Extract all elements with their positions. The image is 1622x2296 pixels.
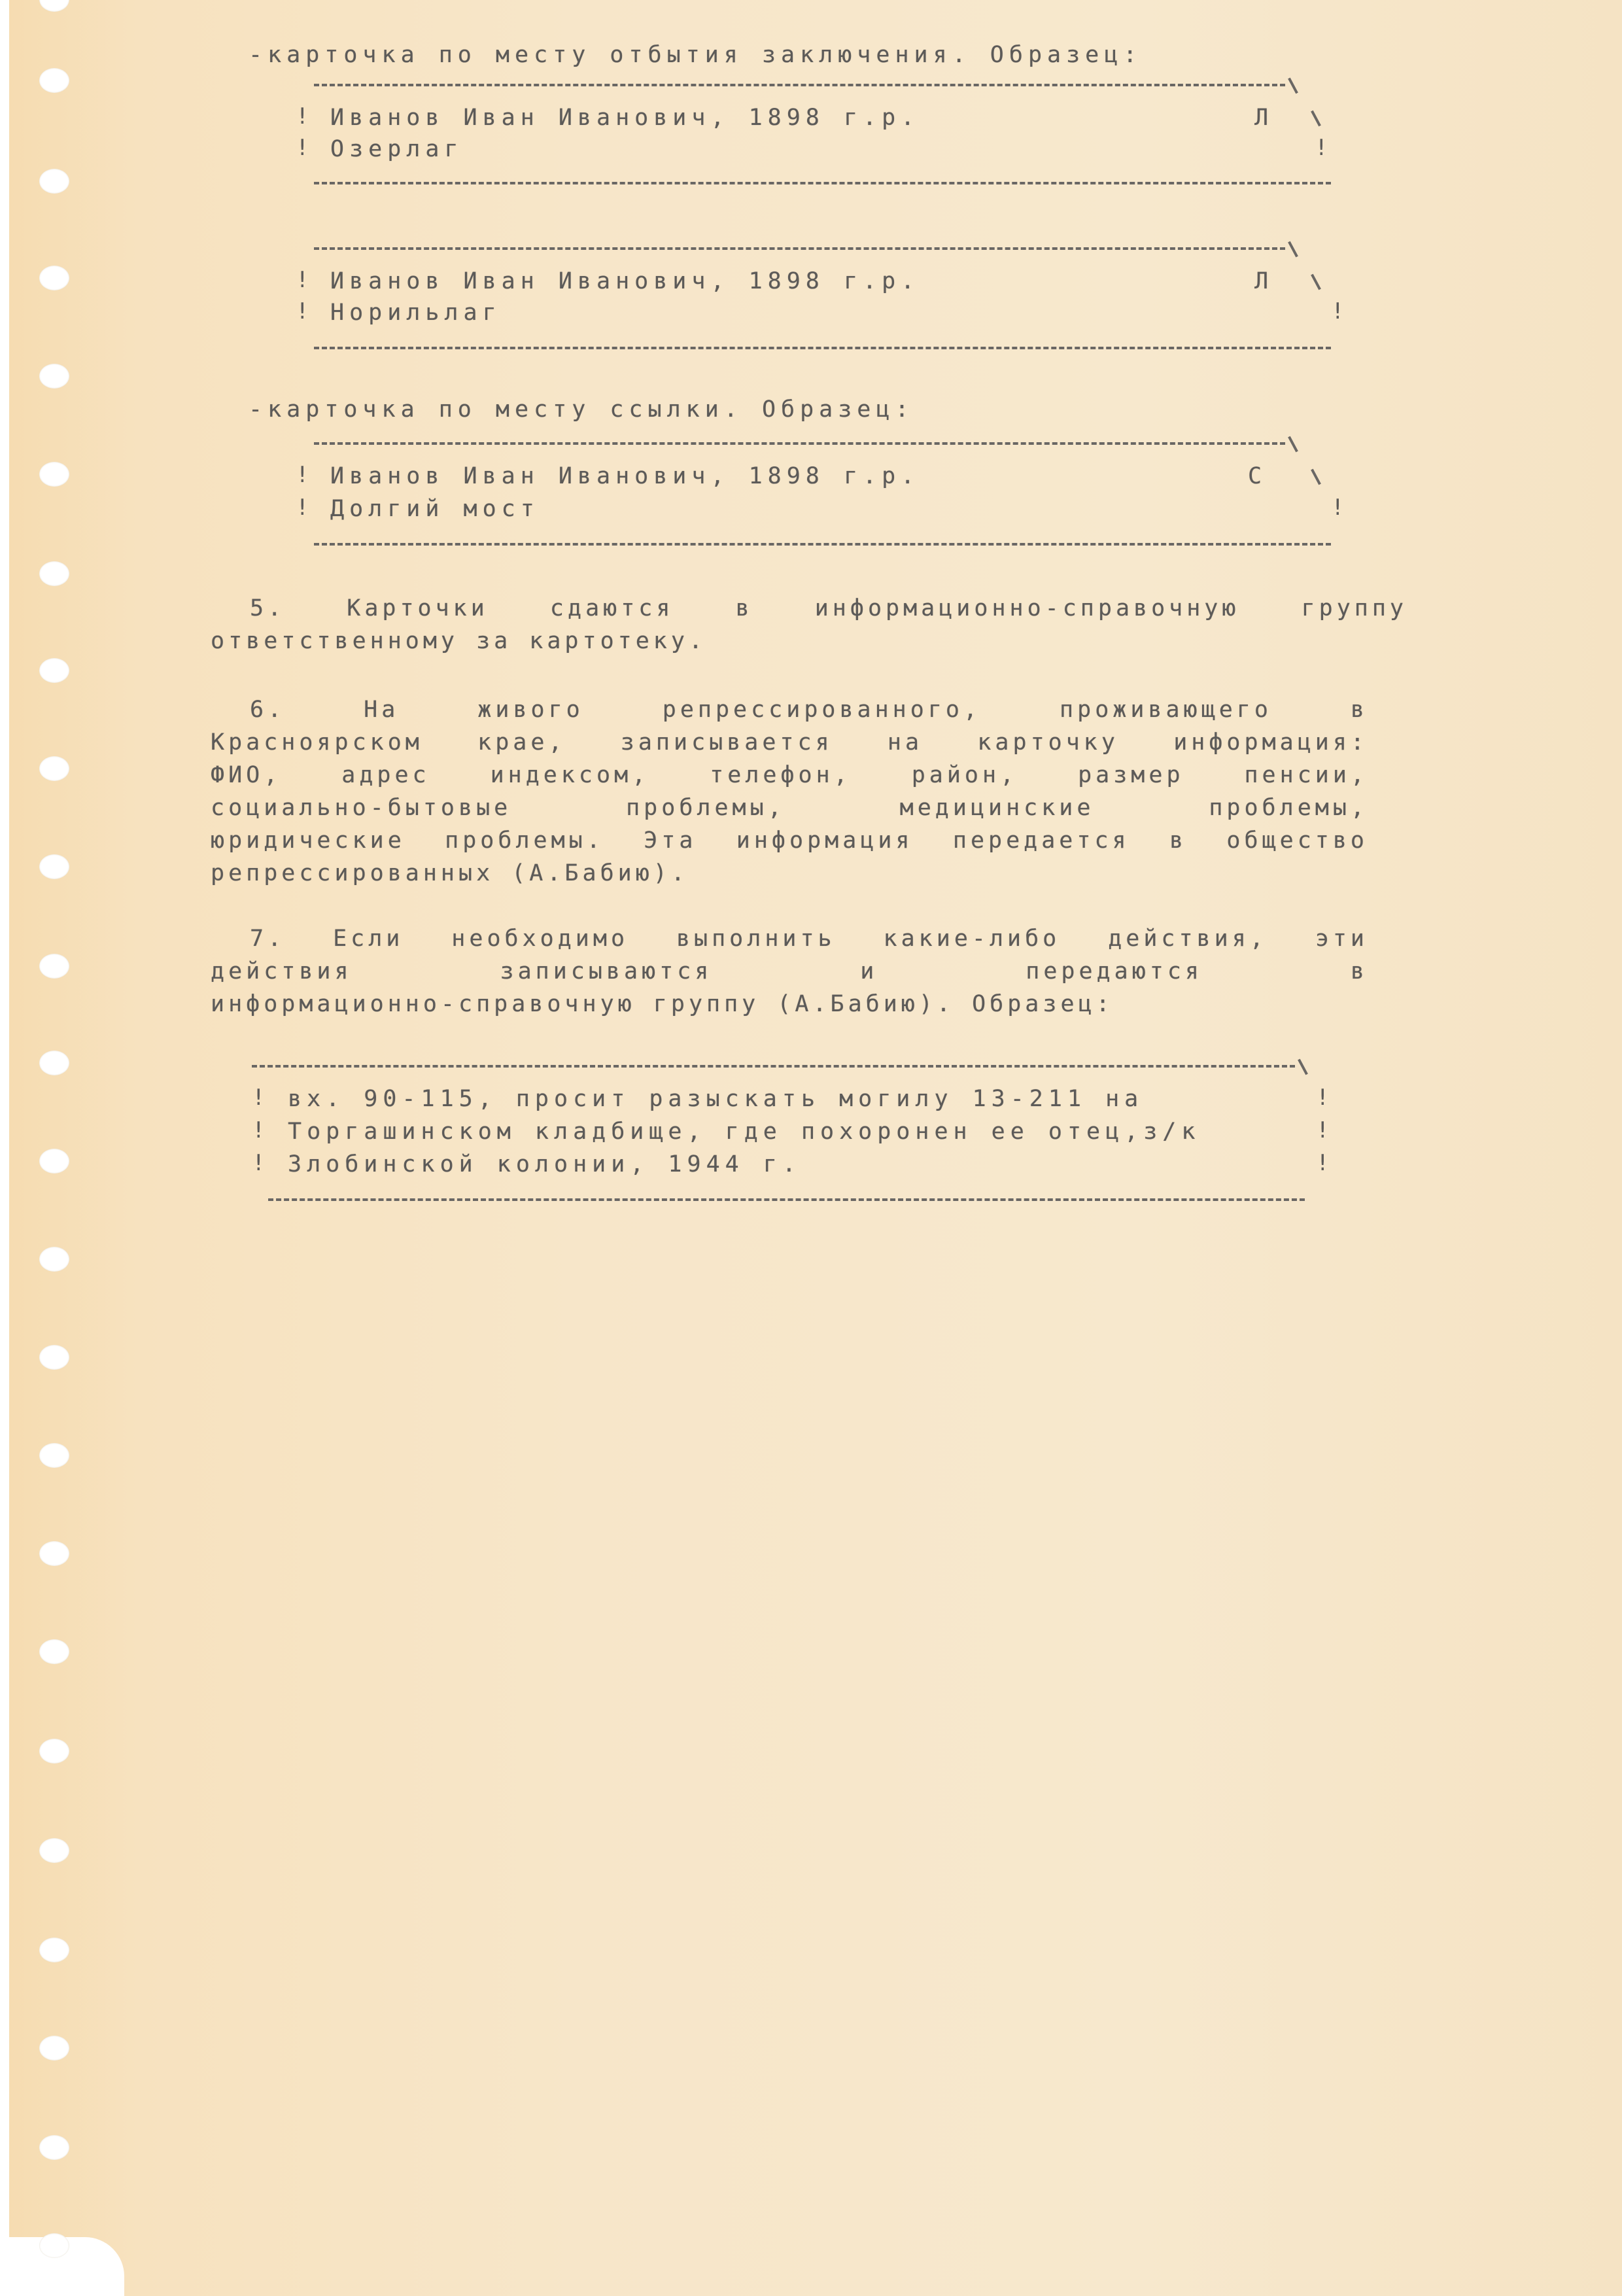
card-left-border: !	[252, 1085, 266, 1111]
action-card-line: вх. 90-115, просит разыскать могилу 13-211 на	[288, 1086, 1144, 1112]
perforation-hole	[39, 1639, 69, 1664]
card-place: Норильлаг	[330, 300, 502, 326]
perforation-hole	[39, 169, 69, 194]
card-left-border: !	[296, 298, 309, 324]
card-top-border	[314, 442, 1285, 445]
paragraph-6	[211, 693, 1368, 890]
perforation-hole	[39, 854, 69, 879]
card-code: С	[1248, 463, 1268, 489]
card-bottom-border	[314, 182, 1331, 184]
card-bottom-border	[314, 347, 1331, 349]
paragraph-line: 7. Если необходимо выполнить какие-либо действия, эти	[250, 926, 1368, 952]
card-code: Л	[1254, 105, 1274, 131]
perforation-hole	[39, 1149, 69, 1174]
paragraph-line: Красноярском крае, записывается на карточку информация:	[211, 729, 1368, 756]
card-left-border: !	[296, 103, 309, 130]
card-left-border: !	[296, 135, 309, 161]
card-bottom-border	[268, 1198, 1305, 1201]
card-right-border: !	[1331, 298, 1345, 324]
perforation-hole	[39, 561, 69, 586]
action-card-line: Злобинской колонии, 1944 г.	[288, 1151, 801, 1177]
perforation-hole	[39, 658, 69, 683]
card-place: Озерлаг	[330, 136, 464, 162]
paragraph-line: 6. На живого репрессированного, проживающего в	[250, 697, 1368, 723]
paragraph-line: юридические проблемы. Эта информация передается в общество	[211, 827, 1368, 854]
section-heading-release: -карточка по месту отбытия заключения. Образец:	[249, 42, 1143, 68]
action-card-line: Торгашинском кладбище, где похоронен ее отец,з/к	[288, 1119, 1201, 1145]
card-bottom-border	[314, 543, 1331, 546]
card-left-border: !	[296, 495, 309, 521]
card-code: Л	[1254, 268, 1274, 294]
card-left-border: !	[252, 1117, 266, 1143]
card-right-border: !	[1316, 1085, 1330, 1111]
card-left-border: !	[252, 1150, 266, 1176]
perforation-hole	[39, 756, 69, 781]
paragraph-line: социально-бытовые проблемы, медицинские проблемы,	[211, 795, 1368, 821]
paragraph-line: репрессированных (А.Бабию).	[211, 860, 689, 886]
perforation-hole	[39, 2135, 69, 2160]
card-place: Долгий мост	[330, 496, 540, 522]
card-right-border: !	[1316, 1117, 1330, 1143]
card-right-border: !	[1316, 1150, 1330, 1176]
card-left-border: !	[296, 462, 309, 488]
paragraph-line: информационно-справочную группу (А.Бабию). Образец:	[211, 991, 1114, 1017]
paper-sheet	[9, 0, 1622, 2296]
paragraph-line: действия записываются и передаются в	[211, 958, 1368, 984]
perforation-hole	[39, 1541, 69, 1566]
perforation-hole	[39, 1051, 69, 1075]
paragraph-line: ФИО, адрес индексом, телефон, район, размер пенсии,	[211, 762, 1368, 788]
card-left-border: !	[296, 267, 309, 293]
perforation-hole	[39, 2036, 69, 2061]
perforation-hole	[39, 1247, 69, 1272]
paragraph-7	[211, 922, 1368, 1020]
perforation-hole	[39, 266, 69, 290]
paragraph-line: ответственному за картотеку.	[211, 628, 707, 654]
perforation-hole	[39, 1443, 69, 1468]
card-name-line: Иванов Иван Иванович, 1898 г.р.	[330, 105, 920, 131]
card-name-line: Иванов Иван Иванович, 1898 г.р.	[330, 463, 920, 489]
card-top-border	[314, 84, 1285, 86]
perforation-hole	[39, 1838, 69, 1863]
perforation-hole	[39, 1938, 69, 1962]
card-top-border	[252, 1065, 1295, 1068]
card-right-border: !	[1315, 135, 1328, 161]
perforation-hole	[39, 954, 69, 979]
perforation-hole	[39, 1345, 69, 1370]
perforation-hole	[39, 68, 69, 93]
paragraph-5	[211, 592, 1407, 657]
perforation-hole	[39, 1739, 69, 1764]
perforation-hole	[39, 2233, 69, 2258]
perforation-hole	[39, 462, 69, 487]
section-heading-exile: -карточка по месту ссылки. Образец:	[249, 396, 914, 423]
perforation-hole	[39, 364, 69, 389]
card-name-line: Иванов Иван Иванович, 1898 г.р.	[330, 268, 920, 294]
card-top-border	[314, 247, 1285, 250]
paragraph-line: 5. Карточки сдаются в информационно-справочную группу	[250, 595, 1407, 621]
card-right-border: !	[1331, 495, 1345, 521]
